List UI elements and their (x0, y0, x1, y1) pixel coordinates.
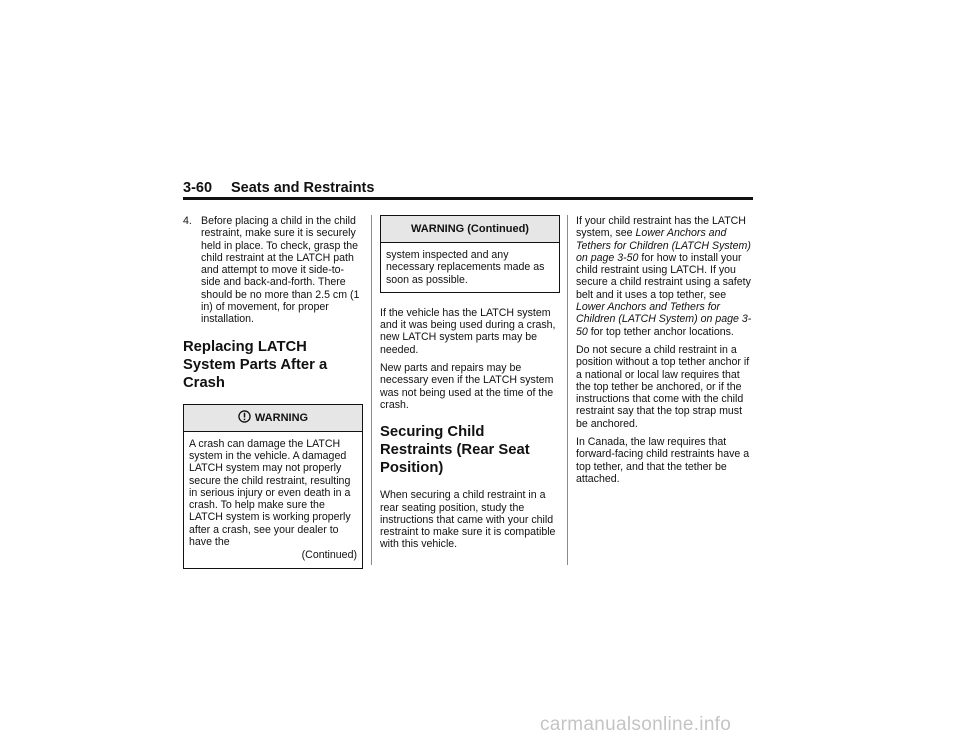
paragraph: New parts and repairs may be necessary even if the LATCH system was not being used at the time of the crash. (380, 362, 554, 411)
cross-reference-link[interactable]: Lower Anchors and Tethers for Children (LATCH System) on page 3-50 (576, 227, 751, 264)
column-3 (576, 215, 756, 491)
warning-body (184, 432, 362, 568)
header-rule (183, 197, 753, 200)
warning-box (183, 404, 363, 569)
warning-title: WARNING (254, 411, 309, 424)
warning-header: WARNING (Continued) (381, 216, 559, 243)
paragraph: In Canada, the law requires that forward-facing child restraints have a top tether, and that the tether be attached. (576, 436, 750, 485)
column-1 (183, 215, 363, 583)
continued-label: (Continued) (301, 549, 357, 562)
text-run: for top tether anchor locations. (587, 325, 734, 338)
warning-header (184, 405, 362, 432)
column-divider-2 (567, 215, 568, 565)
section-heading: Replacing LATCH System Parts After a Crash (183, 338, 328, 391)
step-item (183, 215, 363, 326)
warning-text: system inspected and any necessary replacements made as soon as possible. (386, 249, 545, 286)
paragraph: Do not secure a child restraint in a position without a top tether anchor if a national or local law requires that the top tether be anchored, or if the instructions that come with the child restraint say that the top strap must be anchored. (576, 343, 750, 430)
page-header (183, 180, 753, 198)
watermark: carmanualsonline.info (540, 714, 732, 735)
warning-box-continued (380, 215, 560, 293)
section-title: Seats and Restraints (231, 180, 375, 196)
step-number: 4. (183, 215, 192, 227)
text-run: If your child restraint has the LATCH system, see (576, 215, 746, 240)
column-2 (380, 215, 560, 557)
step-text: Before placing a child in the child restraint, make sure it is securely held in place. To check, grasp the child restraint at the LATCH path and attempt to move it side-to-side and back-and-forth. There should be no more than 2.5 cm (1 in) of movement, for proper installation. (201, 215, 360, 326)
section-heading: Securing Child Restraints (Rear Seat Position) (380, 424, 530, 477)
paragraph: When securing a child restraint in a rear seating position, study the instructions that came with your child restraint to make sure it is compatible with this vehicle. (380, 489, 556, 551)
warning-text: A crash can damage the LATCH system in the vehicle. A damaged LATCH system may not properly secure the child restraint, resulting in serious injury or even death in a crash. To help make sure the LATCH system is working properly after a crash, see your dealer to have the (189, 437, 351, 549)
column-divider-1 (371, 215, 372, 565)
text-run: for how to install your child restraint using LATCH. If you secure a child restraint using a safety belt and it uses a top tether, see (576, 251, 751, 301)
cross-reference-link[interactable]: Lower Anchors and Tethers for Children (LATCH System) on page 3-50 (576, 301, 752, 338)
warning-icon (238, 410, 251, 423)
warning-body (381, 243, 559, 292)
page-number: 3-60 (183, 180, 213, 196)
paragraph: If the vehicle has the LATCH system and it was being used during a crash, new LATCH system parts may be needed. (380, 306, 556, 356)
paragraph (576, 215, 756, 338)
